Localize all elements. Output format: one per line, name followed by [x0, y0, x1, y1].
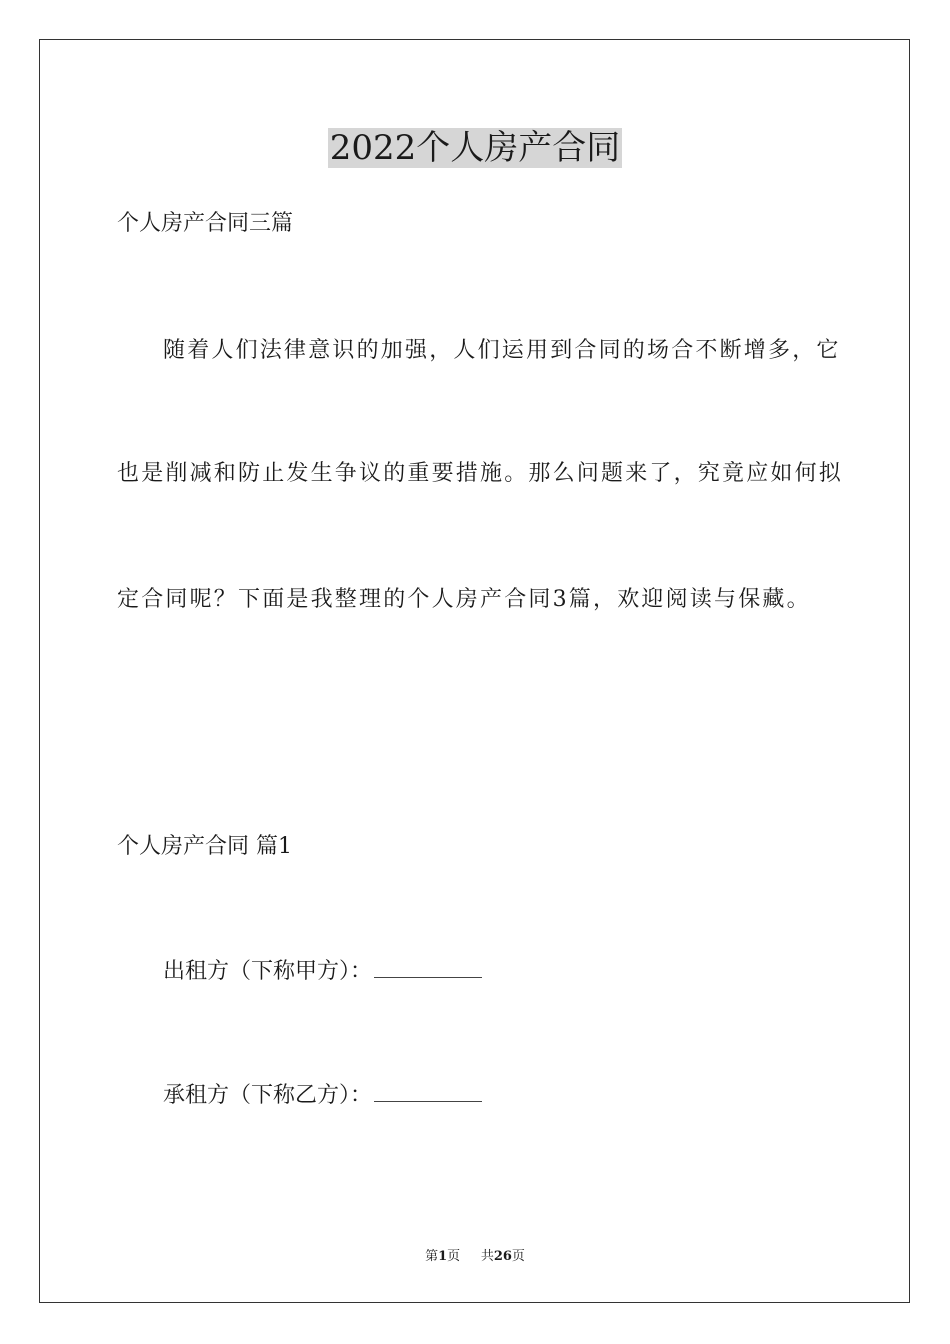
intro-line-1: 随着人们法律意识的加强，人们运用到合同的场合不断增多，它	[163, 338, 841, 363]
footer-total-prefix: 共	[480, 1249, 494, 1264]
lessee-field	[163, 1081, 482, 1111]
page-footer	[0, 1248, 950, 1266]
footer-total-suffix: 页	[511, 1249, 525, 1264]
lessee-label: 承租方（下称乙方）：	[163, 1083, 373, 1108]
lessor-field	[163, 957, 482, 987]
footer-page-suffix: 页	[447, 1249, 461, 1264]
document-subtitle: 个人房产合同三篇	[117, 211, 294, 236]
intro-line-2: 也是削减和防止发生争议的重要措施。那么问题来了，究竟应如何拟	[117, 461, 844, 486]
lessor-blank	[374, 957, 482, 978]
lessor-label: 出租方（下称甲方）：	[163, 959, 373, 984]
intro-line-3: 定合同呢？下面是我整理的个人房产合同3篇，欢迎阅读与保藏。	[117, 587, 811, 612]
footer-page-prefix: 第	[425, 1249, 439, 1264]
document-title	[0, 126, 950, 170]
section-heading: 个人房产合同 篇1	[117, 834, 292, 859]
document-title-text: 2022个人房产合同	[329, 128, 621, 168]
footer-page-total: 26	[493, 1249, 512, 1264]
lessee-blank	[374, 1081, 482, 1102]
footer-page-current: 1	[438, 1249, 448, 1264]
